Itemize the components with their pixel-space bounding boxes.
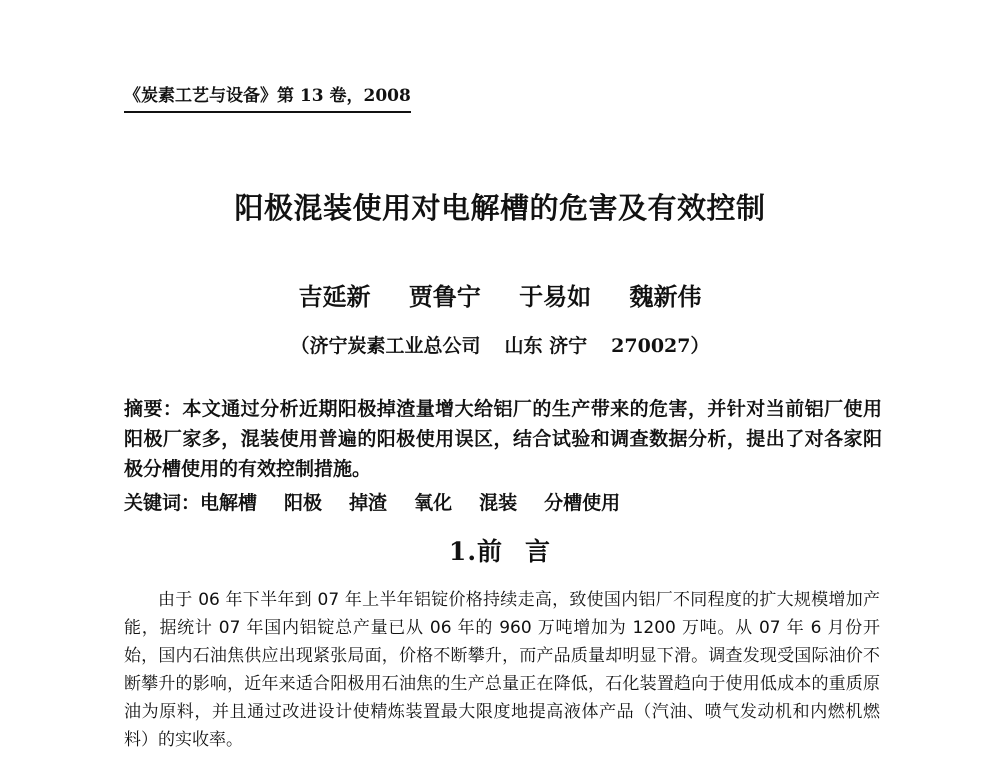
section-number: 1. [448, 537, 478, 566]
keyword: 掉渣 [349, 492, 388, 514]
author-list [0, 279, 1000, 315]
body-paragraph: 由于 06 年下半年到 07 年上半年铝锭价格持续走高，致使国内铝厂不同程度的扩大规模增加产能，据统计 07 年国内铝锭总产量已从 06 年的 960 万吨增加为 1200 万吨。从 07 年 6 月份开始，国内石油焦供应出现紧张局面，价格不断攀升，而产品质量却明显下滑。调查发现受国际油价不断攀升的影响，近年来适合阳极用石油焦的生产总量正在降低，石化装置趋向于使用低成本的重质原油为原料，并且通过改进设计使精炼装置最大限度地提高液体产品（汽油、喷气发动机和内燃机燃料）的实收率。 [124, 590, 880, 750]
journal-header [124, 82, 411, 113]
abstract-text: 本文通过分析近期阳极掉渣量增大给铝厂的生产带来的危害，并针对当前铝厂使用阳极厂家多，混装使用普遍的阳极使用误区，结合试验和调查数据分析，提出了对各家阳极分槽使用的有效控制措施。 [124, 398, 882, 480]
journal-citation: 《炭素工艺与设备》第 13 卷，2008 [124, 86, 411, 106]
section-title-part: 言 [525, 537, 552, 566]
affiliation-open: （ [290, 335, 310, 357]
abstract [124, 394, 882, 484]
keywords-label: 关键词： [124, 492, 201, 514]
keywords [124, 488, 884, 518]
author-name: 于易如 [519, 282, 592, 311]
paper-title: 阳极混装使用对电解槽的危害及有效控制 [234, 191, 766, 225]
author-affiliation [0, 331, 1000, 361]
affiliation-close: ） [690, 335, 710, 357]
author-name: 吉延新 [298, 282, 371, 311]
affiliation-org: 济宁炭素工业总公司 [309, 335, 481, 357]
keyword: 电解槽 [200, 492, 258, 514]
author-name: 魏新伟 [629, 282, 702, 311]
keyword: 氧化 [414, 492, 453, 514]
section-title-part: 前 [477, 537, 504, 566]
affiliation-location: 山东 济宁 [504, 335, 588, 357]
keyword: 分槽使用 [544, 492, 621, 514]
keyword: 混装 [479, 492, 518, 514]
author-name: 贾鲁宁 [408, 282, 481, 311]
affiliation-postcode: 270027 [611, 335, 691, 357]
section-heading [0, 534, 1000, 570]
keyword: 阳极 [284, 492, 323, 514]
abstract-label: 摘要： [124, 398, 183, 420]
